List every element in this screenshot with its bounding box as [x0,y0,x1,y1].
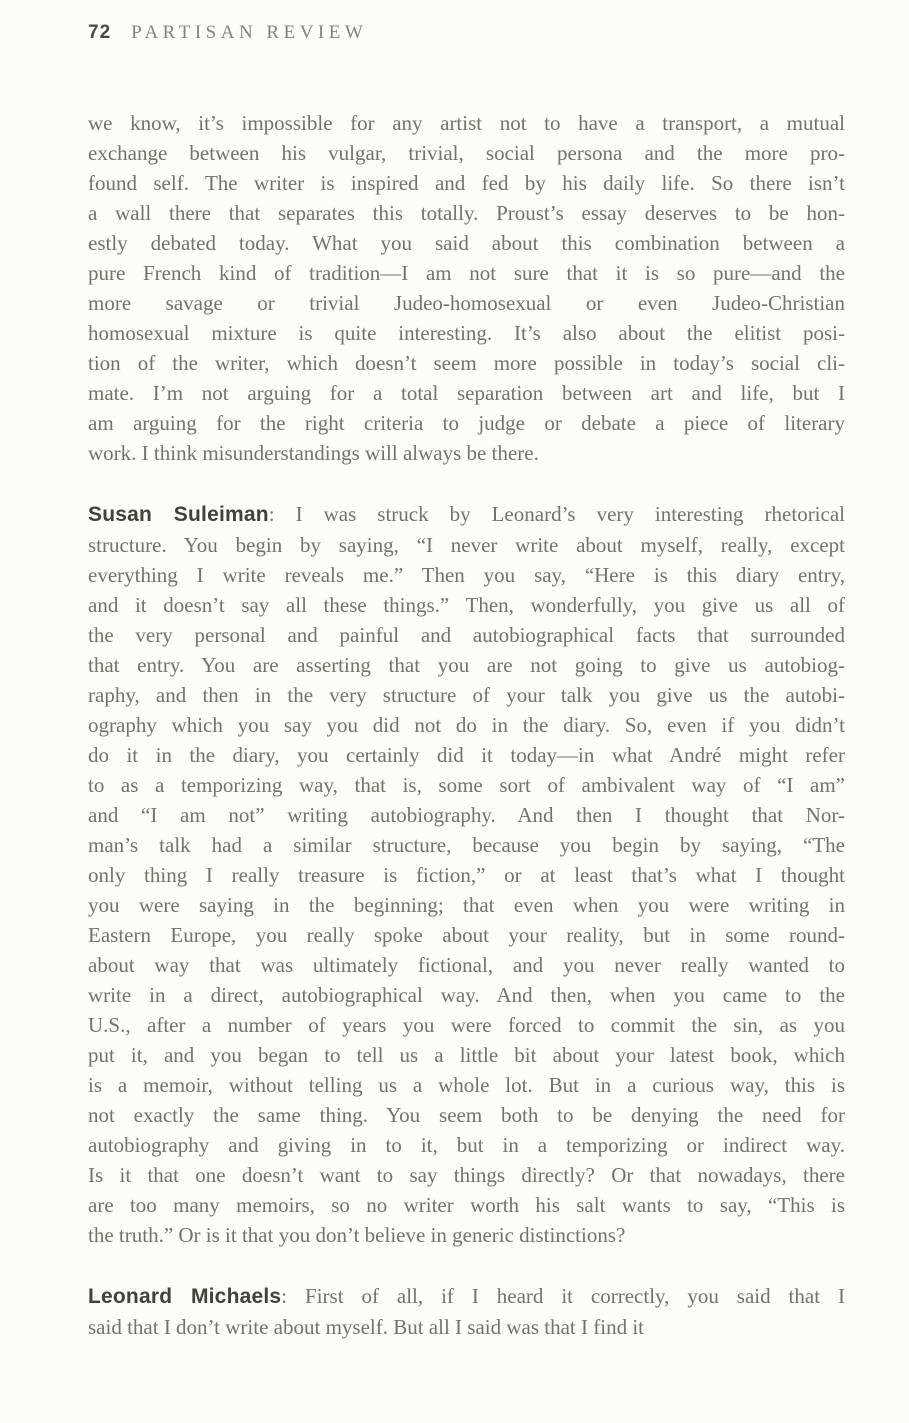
text-line: Eastern Europe, you really spoke about your reality, but in some round- [88,923,845,947]
paragraph [88,499,845,1250]
text-line: found self. The writer is inspired and fed by his daily life. So there isn’t [88,171,845,195]
text-line: about way that was ultimately fictional, and you never really wanted to [88,953,845,977]
text-line: the very personal and painful and autobiographical facts that surrounded [88,623,845,647]
paragraph [88,108,845,468]
text-line: autobiography and giving in to it, but in a temporizing or indirect way. [88,1133,845,1157]
speaker-name: Susan Suleiman [88,503,269,526]
text-line: put it, and you began to tell us a little bit about your latest book, which [88,1043,845,1067]
text-line: mate. I’m not arguing for a total separation between art and life, but I [88,381,845,405]
text-line: everything I write reveals me.” Then you say, “Here is this diary entry, [88,563,845,587]
text-line: do it in the diary, you certainly did it today—in what André might refer [88,743,845,767]
text-line: we know, it’s impossible for any artist not to have a transport, a mutual [88,111,845,135]
text-line: pure French kind of tradition—I am not sure that it is so pure—and the [88,261,845,285]
paragraph [88,1281,845,1342]
page-header [88,22,845,44]
text-line: ography which you say you did not do in the diary. So, even if you didn’t [88,713,845,737]
text-line: is a memoir, without telling us a whole lot. But in a curious way, this is [88,1073,845,1097]
text-line: are too many memoirs, so no writer worth his salt wants to say, “This is [88,1193,845,1217]
page-number: 72 [88,22,112,43]
text-line: homosexual mixture is quite interesting. It’s also about the elitist posi- [88,321,845,345]
text-line: write in a direct, autobiographical way. And then, when you came to the [88,983,845,1007]
text-line: a wall there that separates this totally. Proust’s essay deserves to be hon- [88,201,845,225]
text-line: Leonard Michaels: First of all, if I heard it correctly, you said that I [88,1284,845,1308]
text-line: man’s talk had a similar structure, because you begin by saying, “The [88,833,845,857]
body-text [88,108,845,1342]
text-line: that entry. You are asserting that you are not going to give us autobiog- [88,653,845,677]
text-line: exchange between his vulgar, trivial, social persona and the more pro- [88,141,845,165]
text-line: tion of the writer, which doesn’t seem more possible in today’s social cli- [88,351,845,375]
text-line: more savage or trivial Judeo-homosexual or even Judeo-Christian [88,291,845,315]
text-line: U.S., after a number of years you were forced to commit the sin, as you [88,1013,845,1037]
text-line: Is it that one doesn’t want to say things directly? Or that nowadays, there [88,1163,845,1187]
text-line: Susan Suleiman: I was struck by Leonard’s very interesting rhetorical [88,502,845,526]
text-line: am arguing for the right criteria to judge or debate a piece of literary [88,411,845,435]
text-line: the truth.” Or is it that you don’t believe in generic distinctions? [88,1223,626,1247]
text-line: work. I think misunderstandings will always be there. [88,441,539,465]
text-line: estly debated today. What you said about this combination between a [88,231,845,255]
text-line: not exactly the same thing. You seem both to be denying the need for [88,1103,845,1127]
text-line: raphy, and then in the very structure of your talk you give us the autobi- [88,683,845,707]
text-line: and “I am not” writing autobiography. And then I thought that Nor- [88,803,845,827]
text-line: structure. You begin by saying, “I never write about myself, really, except [88,533,845,557]
journal-title: PARTISAN REVIEW [131,22,368,43]
speaker-name: Leonard Michaels [88,1285,282,1308]
text-line: said that I don’t write about myself. But all I said was that I find it [88,1315,645,1339]
text-line: and it doesn’t say all these things.” Then, wonderfully, you give us all of [88,593,845,617]
text-line: only thing I really treasure is fiction,” or at least that’s what I thought [88,863,845,887]
text-line: you were saying in the beginning; that even when you were writing in [88,893,845,917]
text-line: to as a temporizing way, that is, some sort of ambivalent way of “I am” [88,773,845,797]
